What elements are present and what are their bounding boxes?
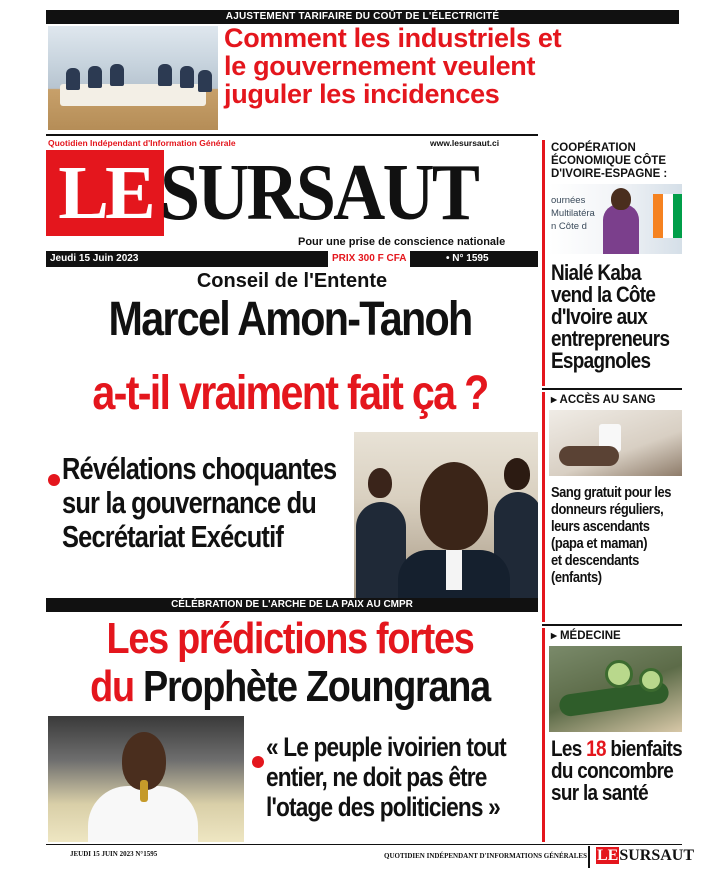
quote-line: l'otage des politiciens » bbox=[266, 792, 500, 822]
cucumber-slice bbox=[605, 660, 633, 688]
footer-date: JEUDI 15 JUIN 2023 N°1595 bbox=[70, 850, 158, 858]
prophet-photo bbox=[48, 716, 244, 842]
lead-subhead-line: Révélations choquantes bbox=[62, 451, 337, 486]
sidebar-rule bbox=[542, 388, 682, 390]
top-headline-line: le gouvernement veulent bbox=[224, 51, 536, 81]
person-shape bbox=[158, 64, 172, 86]
lead-headline-line1: Marcel Amon-Tanoh bbox=[108, 293, 472, 346]
second-kicker: CÉLÉBRATION DE L'ARCHE DE LA PAIX AU CMPR bbox=[171, 599, 413, 610]
logo-le: LE bbox=[46, 150, 164, 236]
masthead-website: www.lesursaut.ci bbox=[430, 138, 500, 148]
masthead-rule bbox=[46, 134, 538, 136]
footer-divider bbox=[588, 846, 590, 868]
sidebar-cooperation bbox=[542, 140, 682, 386]
issue-number: • N° 1595 bbox=[446, 253, 489, 264]
shirt-shape bbox=[446, 550, 462, 590]
person-shape bbox=[180, 66, 194, 88]
microphone-icon bbox=[140, 780, 148, 802]
flag-green bbox=[673, 194, 682, 238]
person-shape bbox=[88, 66, 102, 88]
amon-tanoh-photo bbox=[354, 432, 538, 598]
second-headline-line2: du Prophète Zoungrana bbox=[90, 662, 490, 711]
top-headline-line: juguler les incidences bbox=[224, 79, 500, 109]
speaker-head bbox=[611, 188, 631, 210]
masthead-slogan: Pour une prise de conscience nationale bbox=[298, 236, 506, 248]
lead-subhead-line: sur la gouvernance du bbox=[62, 485, 317, 520]
second-kicker-bar bbox=[46, 598, 538, 612]
lead-kicker: Conseil de l'Entente bbox=[196, 270, 388, 292]
price: PRIX 300 F CFA bbox=[328, 251, 410, 267]
blood-donation-photo bbox=[549, 410, 682, 476]
main-person-head bbox=[420, 462, 488, 550]
person-shape bbox=[66, 68, 80, 90]
cucumber-slice bbox=[639, 668, 663, 692]
top-headline-line: Comment les industriels et bbox=[224, 23, 562, 53]
person-left-head bbox=[368, 468, 392, 498]
sidebar-medicine bbox=[542, 628, 682, 842]
lead-subhead-line: Secrétariat Exécutif bbox=[62, 519, 283, 554]
footer-rule bbox=[46, 844, 682, 845]
top-kicker: AJUSTEMENT TARIFAIRE DU COÛT DE L'ÉLECTRICITÉ bbox=[225, 11, 500, 22]
person-shape bbox=[110, 64, 124, 86]
bullet-icon bbox=[48, 474, 60, 486]
lead-headline-line2: a-t-il vraiment fait ça ? bbox=[92, 367, 488, 420]
person-shape bbox=[198, 70, 212, 92]
lead-subhead bbox=[62, 452, 382, 554]
meeting-photo bbox=[48, 26, 218, 130]
footer-logo: LESURSAUT bbox=[597, 847, 695, 864]
kaba-photo bbox=[549, 184, 682, 254]
speaker-shape bbox=[603, 204, 639, 254]
sidebar-blood bbox=[542, 392, 682, 622]
sidebar-blood-body: Sang gratuit pour les donneurs réguliers, leurs ascendants (papa et maman) et descendants (enfants) bbox=[551, 484, 671, 586]
issue-date: Jeudi 15 Juin 2023 bbox=[50, 253, 139, 264]
second-headline-line1: Les prédictions fortes bbox=[106, 614, 474, 663]
sidebar-medicine-headline: Les 18 bienfaits du concombre sur la santé bbox=[551, 736, 682, 805]
top-kicker-bar bbox=[46, 10, 679, 24]
arm-shape bbox=[559, 446, 619, 466]
sidebar-cooperation-kicker: COOPÉRATION ÉCONOMIQUE CÔTE D'IVOIRE-ESPAGNE : bbox=[551, 142, 668, 180]
photo-backdrop-text: ournées Multilatéra n Côte d bbox=[551, 195, 595, 232]
sidebar-cooperation-headline: Nialé Kaba vend la Côte d'Ivoire aux entrepreneurs Espagnoles bbox=[551, 260, 670, 373]
cucumber-photo bbox=[549, 646, 682, 732]
newspaper-front-page bbox=[40, 4, 695, 872]
flag-white bbox=[663, 194, 673, 238]
quote-line: « Le peuple ivoirien tout bbox=[266, 732, 506, 762]
bullet-icon bbox=[252, 756, 264, 768]
flag-orange bbox=[653, 194, 663, 238]
quote-line: entier, ne doit pas être bbox=[266, 762, 487, 792]
top-headline bbox=[224, 24, 682, 108]
masthead-tagline: Quotidien Indépendant d'Information Générale bbox=[48, 138, 236, 148]
person-right-head bbox=[504, 458, 530, 490]
second-quote bbox=[266, 732, 538, 822]
sidebar-rule bbox=[542, 624, 682, 626]
sidebar-medicine-kicker: ▸ MÉDECINE bbox=[551, 630, 621, 642]
date-bar bbox=[46, 251, 538, 267]
logo-sursaut: SURSAUT bbox=[160, 149, 478, 237]
sidebar-blood-kicker: ▸ ACCÈS AU SANG bbox=[551, 394, 656, 406]
footer-tagline: QUOTIDIEN INDÉPENDANT D'INFORMATIONS GÉNÉRALES bbox=[384, 852, 587, 860]
